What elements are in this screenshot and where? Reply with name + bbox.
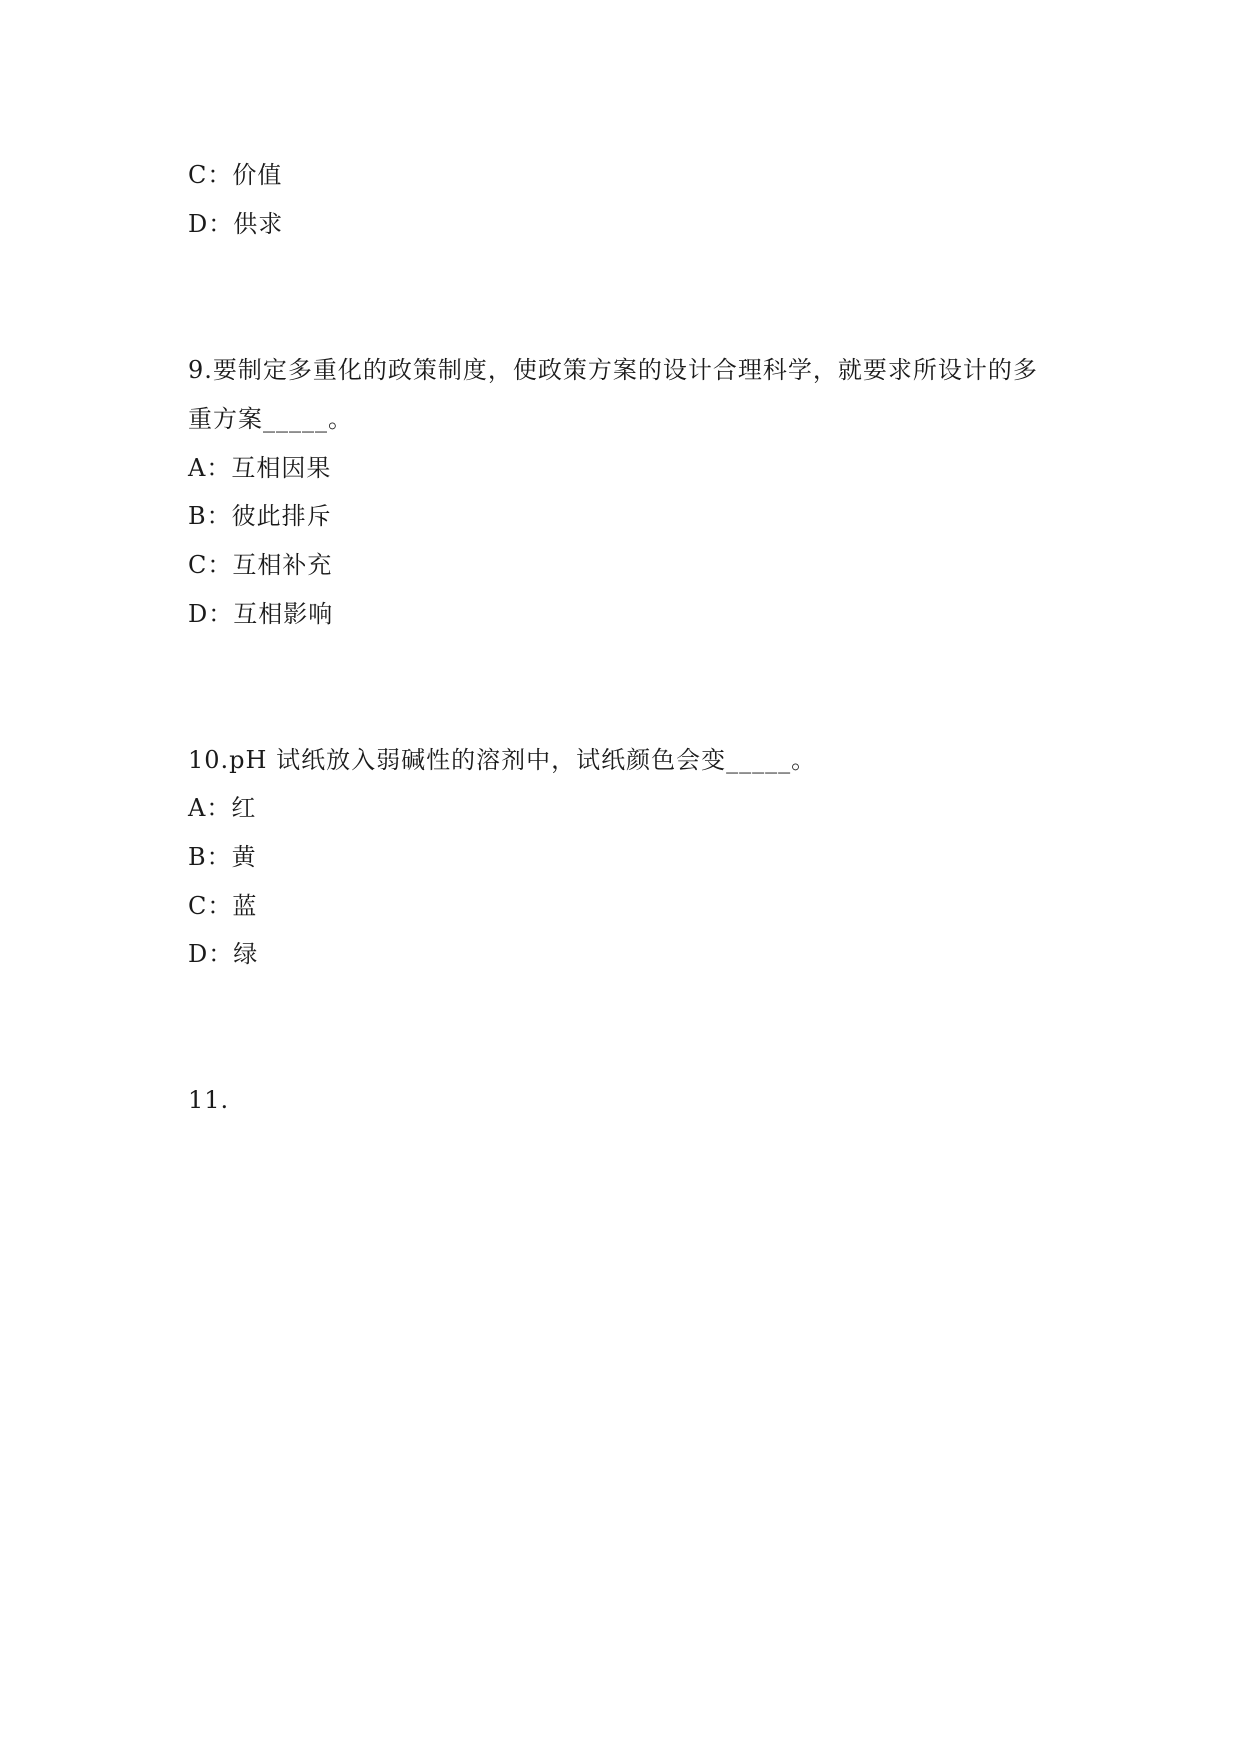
question-9-stem-line-2: 重方案_____。: [188, 405, 353, 433]
question-9-stem-line-1: 9.要制定多重化的政策制度，使政策方案的设计合理科学，就要求所设计的多: [188, 356, 1038, 384]
question-10-option-b: B：黄: [188, 843, 257, 871]
question-10-option-a: A：红: [188, 794, 257, 822]
question-8-option-d: D：供求: [188, 210, 284, 238]
question-10-option-c: C：蓝: [188, 892, 258, 920]
question-9-option-c: C：互相补充: [188, 551, 333, 579]
question-9-option-d: D：互相影响: [188, 600, 334, 628]
question-11-stem: 11.: [188, 1086, 230, 1114]
question-9-option-b: B：彼此排斥: [188, 502, 332, 530]
question-10-option-d: D：绿: [188, 940, 259, 968]
question-10-stem: 10.pH 试纸放入弱碱性的溶剂中，试纸颜色会变_____。: [188, 746, 817, 774]
question-9-option-a: A：互相因果: [188, 454, 332, 482]
question-8-option-c: C：价值: [188, 161, 283, 189]
